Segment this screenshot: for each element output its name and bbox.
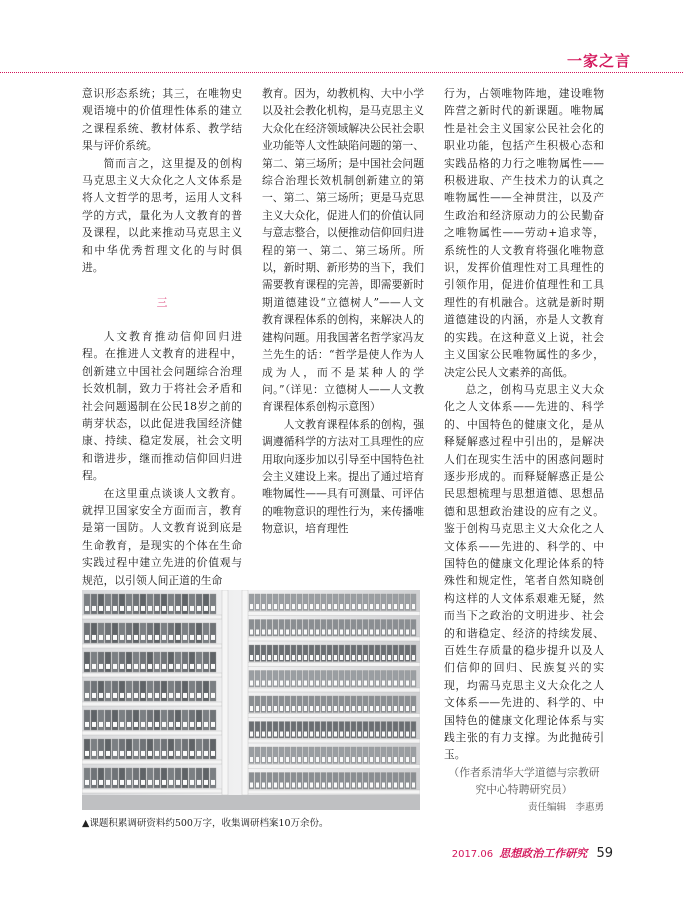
paragraph: 行为，占领唯物阵地，建设唯物阵营之新时代的新课题。唯物属性是社会主义国家公民社会化的职业功能，包括产生积极心态和实践品格的力行之唯物属性——积极进取、产生技术力的认真之唯物属性——全神贯注，以及产生政治和经济原动力的公民勤奋之唯物属性——劳动+追求等，系统性的人文教育将强化唯物意识，发挥价值理性对工具理性的引领作用，促进价值理性和工具理性的有机融合。这就是新时期道德建设的内涵，亦是人文教育的实践。在这种意义上说，社会主义国家公民唯物属性的多少，决定公民人文素养的高低。	[444, 87, 604, 379]
column-1	[82, 85, 242, 589]
photo-caption	[82, 815, 329, 829]
paragraph: 简而言之，这里提及的创构马克思主义大众化之人文体系是将人文哲学的思考，运用人文科学的方式，量化为人文教育的普及课程，以此来推动马克思主义和中华优秀哲理文化的与时俱进。	[82, 156, 242, 275]
paragraph: 人文教育推动信仰回归进程。在推进人文教育的进程中，创新建立中国社会问题综合治理长效机制，致力于将社会矛盾和社会问题遏制在公民18岁之前的萌芽状态，以此促进我国经济健康、持续、稳定发展，社会文明和谐进步，继而推动信仰回归进程。	[82, 329, 242, 483]
caption-marker: ▲	[82, 818, 90, 829]
magazine-title: 思想政治工作研究	[499, 847, 588, 860]
paragraph: 教育。因为，幼教机构、大中小学以及社会教化机构，是马克思主义大众化在经济领域解决公民社会职业功能等人文性缺陷问题的第一、第二、第三场所；是中国社会问题综合治理长效机制创新建立的第一、第二、第三场所；更是马克思主义大众化，促进人们的价值认同与意志整合，以便推动信仰回归进程的第一、第二、第三场所。所以，新时期、新形势的当下，我们需要教育课程的完善，即需要新时期道德建设“立德树人”——人文教育课程体系的创构，来解决人的建构问题。用我国著名哲学家冯友兰先生的话：“哲学是使人作为人成为人，而不是某种人的学问。”（详见：立德树人——人文教育课程体系创构示意图）	[262, 87, 424, 414]
column-3	[444, 85, 604, 816]
author-note: （作者系清华大学道德与宗教研究中心特聘研究员）	[448, 765, 600, 797]
section-label: 一家之言	[566, 52, 631, 70]
paragraph: 总之，创构马克思主义大众化之人文体系——先进的、科学的、中国特色的健康文化，是从释疑解惑过程中引出的，是解决人们在现实生活中的困惑问题时逐步形成的。而释疑解惑正是公民思想梳理与思想道德、思想品德和思想政治建设的应有之义。鉴于创构马克思主义大众化之人文体系——先进的、科学的、中国特色的健康文化理论体系的特殊性和规定性，笔者自然知晓创构这样的人文体系艰难无疑，然而当下之政治的文明进步、社会的和谐稳定、经济的持续发展、百姓生存质量的稳步提升以及人们信仰的回归、民族复兴的实现，均需马克思主义大众化之人文体系——先进的、科学的、中国特色的健康文化理论体系与实践主张的有力支撑。为此抛砖引玉。	[444, 382, 604, 762]
issue-number: 2017.06	[451, 849, 494, 860]
editor-credit: 责任编辑 李惠勇	[527, 801, 604, 813]
archive-shelves-image	[82, 590, 420, 810]
paragraph: 在这里重点谈谈人文教育。就捍卫国家安全方面而言，教育是第一国防。人文教育说到底是生命教育，是现实的个体在生命实践过程中建立先进的价值观与规范，以引领人间正道的生命	[82, 486, 242, 587]
page-footer	[452, 845, 613, 861]
paragraph: 意识形态系统；其三，在唯物史观语境中的价值理性体系的建立之课程系统、教材体系、教学结果与评价系统。	[82, 87, 242, 153]
archive-shelves-photo	[82, 590, 420, 810]
caption-text: 课题积累调研资料约500万字，收集调研档案10万余份。	[89, 818, 329, 829]
page-number: 59	[596, 846, 613, 861]
column-2	[262, 85, 424, 538]
paragraph: 人文教育课程体系的创构，强调遵循科学的方法对工具理性的应用取向逐步加以引导至中国特色社会主义建设上来。提出了通过培育唯物属性——具有可测量、可评估的唯物意识的理性行为，来传播唯物意识，培育理性	[262, 417, 424, 536]
header-rule	[0, 72, 683, 73]
section-heading-three: 三	[156, 296, 168, 310]
